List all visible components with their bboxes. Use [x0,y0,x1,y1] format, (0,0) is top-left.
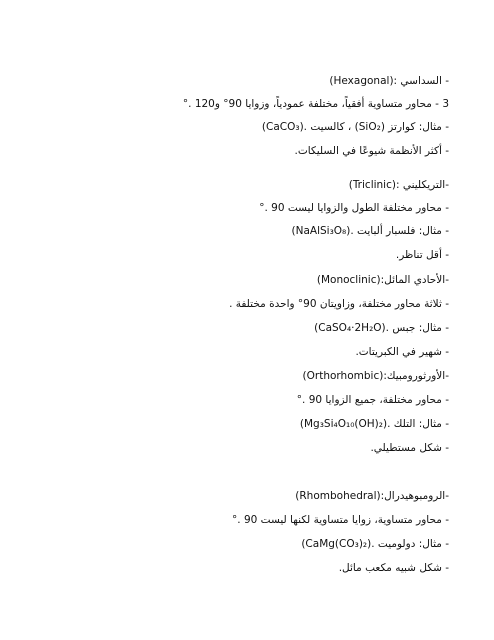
rhombohedral-axes-line: - محاور متساوية، زوايا متساوية لكنها ليست 90 .° [232,514,449,526]
monoclinic-example-line: - مثال: جبس .(CaSO₄·2H₂O) [314,322,449,334]
heading-rhombohedral: -الرومبوهيدرال:(Rhombohedral) [295,490,449,502]
triclinic-note-line: - أقل تناظر. [395,249,449,261]
orthorhombic-axes-line: - محاور مختلفة، جميع الزوايا 90 .° [296,394,449,406]
monoclinic-note-line: - شهير في الكبريتات. [355,346,449,358]
heading-hexagonal: - السداسي :(Hexagonal) [329,75,449,87]
hexagonal-axes-line: 3 - محاور متساوية أفقياً، مختلفة عمودياً، وزوايا 90° و120 .° [182,98,449,110]
orthorhombic-note-line: - شكل مستطيلي. [370,442,449,454]
heading-triclinic: -التريكليني :(Triclinic) [348,179,449,191]
heading-monoclinic: -الأحادي المائل:(Monoclinic) [316,274,449,286]
rhombohedral-note-line: - شكل شبيه مكعب مائل. [338,562,449,574]
monoclinic-axes-line: - ثلاثة محاور مختلفة، وزاويتان 90° واحدة مختلفة . [229,298,449,310]
heading-orthorhombic: -الأورثورومبيك:(Orthorhombic) [302,370,449,382]
rhombohedral-example-line: - مثال: دولوميت .(CaMg(CO₃)₂) [301,538,449,550]
triclinic-axes-line: - محاور مختلفة الطول والزوايا ليست 90 .° [259,202,449,214]
orthorhombic-example-line: - مثال: التلك .(Mg₃Si₄O₁₀(OH)₂) [299,418,449,430]
hexagonal-note-line: - أكثر الأنظمة شيوعًا في السليكات. [294,145,449,157]
hexagonal-example-line: - مثال: كوارتز (SiO₂) ، كالسيت .(CaCO₃) [261,121,449,133]
triclinic-example-line: - مثال: فلسبار ألبايت .(NaAlSi₃O₈) [291,225,449,237]
